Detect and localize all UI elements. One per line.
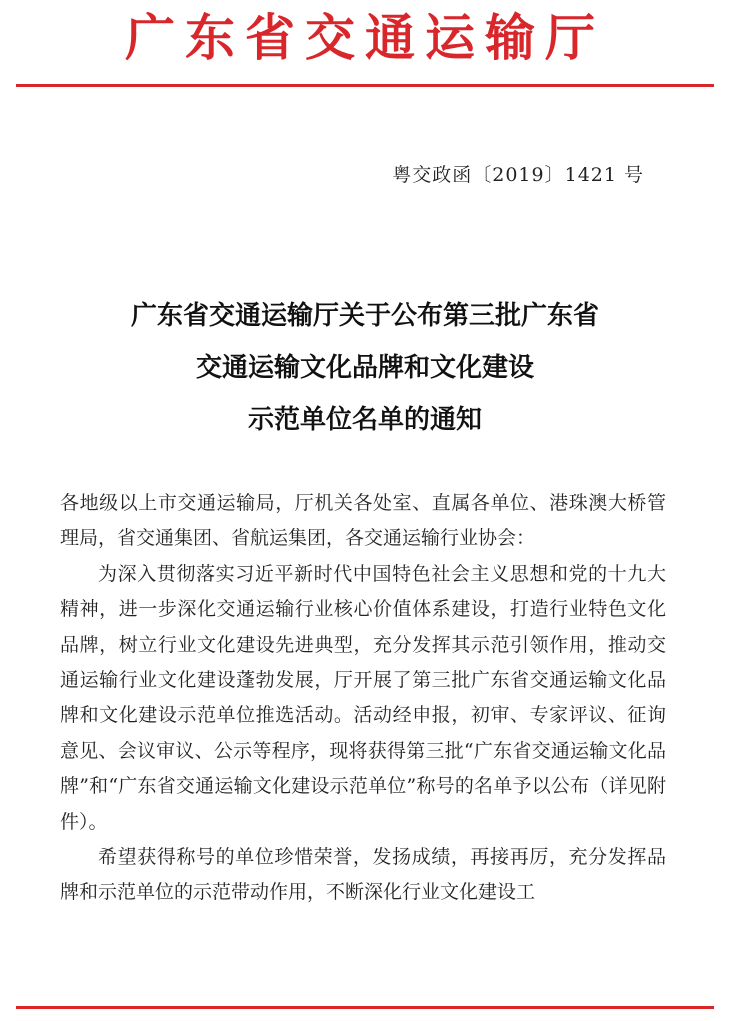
masthead-red-rule <box>16 84 714 87</box>
title-line-3: 示范单位名单的通知 <box>247 405 482 435</box>
title-line-1: 广东省交通运输厅关于公布第三批广东省 <box>130 301 599 331</box>
title-line-2: 交通运输文化品牌和文化建设 <box>195 353 534 383</box>
document-body <box>60 486 666 911</box>
bottom-red-rule <box>16 1006 714 1009</box>
body-paragraph-2: 希望获得称号的单位珍惜荣誉，发扬成绩，再接再厉，充分发挥品牌和示范单位的示范带动作用，不断深化行业文化建设工 <box>60 846 666 904</box>
document-title <box>0 290 730 446</box>
document-number: 粤交政函〔2019〕1421 号 <box>392 164 644 186</box>
addressee-paragraph: 各地级以上市交通运输局，厅机关各处室、直属各单位、港珠澳大桥管理局，省交通集团、省航运集团，各交通运输行业协会： <box>60 492 666 550</box>
masthead-title: 广东省交通运输厅 <box>125 8 605 67</box>
body-paragraph-1: 为深入贯彻落实习近平新时代中国特色社会主义思想和党的十九大精神，进一步深化交通运输行业核心价值体系建设，打造行业特色文化品牌，树立行业文化建设先进典型，充分发挥其示范引领作用，推动交通运输行业文化建设蓬勃发展，厅开展了第三批广东省交通运输文化品牌和文化建设示范单位推选活动。活动经申报，初审、专家评议、征询意见、会议审议、公示等程序，现将获得第三批“广东省交通运输文化品牌”和“广东省交通运输文化建设示范单位”称号的名单予以公布（详见附件）。 <box>60 562 666 833</box>
